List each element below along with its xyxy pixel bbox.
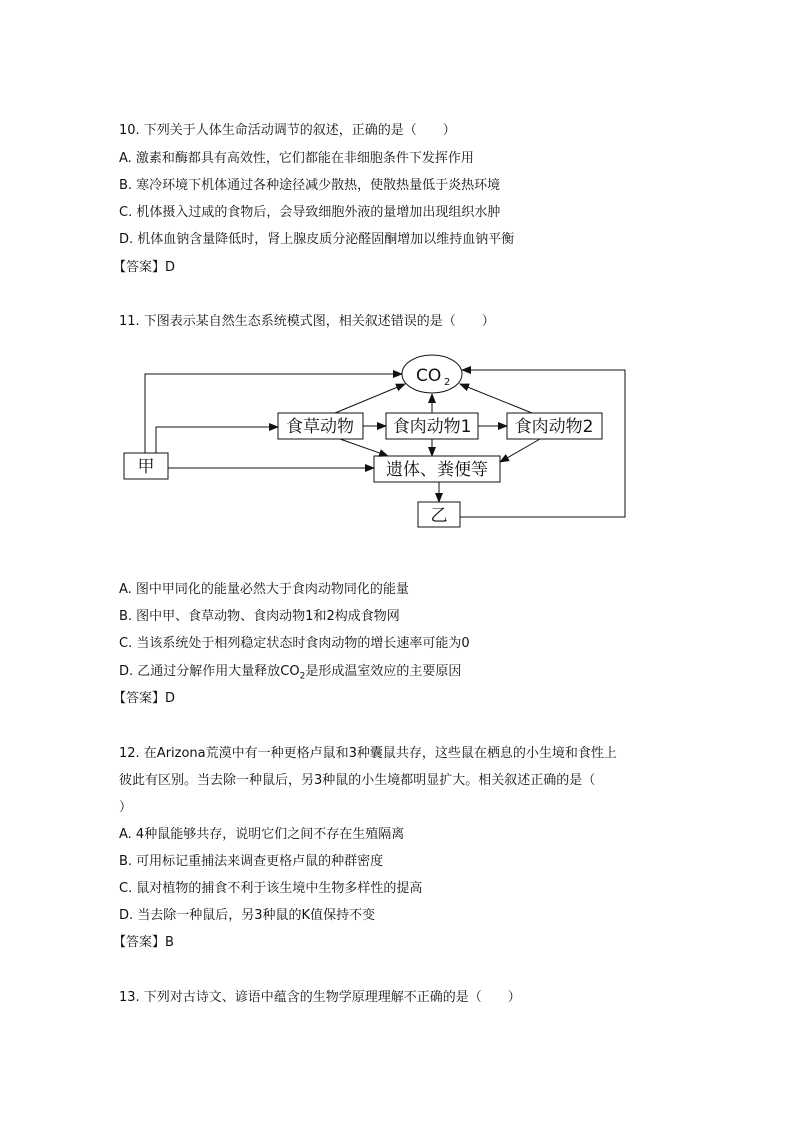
q12-option-b: B. 可用标记重捕法来调查更格卢鼠的种群密度: [119, 854, 384, 869]
q11-answer: 【答案】D: [113, 691, 176, 706]
arrow-carnivore2-co2: [460, 384, 532, 413]
q11-option-b: B. 图中甲、食草动物、食肉动物1和2构成食物网: [119, 609, 400, 624]
q12-option-a: A. 4种鼠能够共存，说明它们之间不存在生殖隔离: [119, 827, 405, 842]
co2-label-subscript: 2: [444, 377, 451, 388]
ecosystem-diagram: [137, 352, 630, 537]
q11-option-d: [119, 663, 461, 686]
q11-option-c: C. 当该系统处于相列稳定状态时食肉动物的增长速率可能为0: [119, 636, 470, 651]
arrow-jia-herbivore: [156, 427, 278, 453]
q11-option-d-text: D. 乙通过分解作用大量释放CO: [119, 664, 300, 679]
q12-answer: 【答案】B: [113, 935, 174, 950]
q12-stem-line2: 彼此有区别。当去除一种鼠后，另3种鼠的小生境都明显扩大。相关叙述正确的是（: [119, 773, 596, 788]
q11-stem: 11. 下图表示某自然生态系统模式图，相关叙述错误的是（ ）: [119, 314, 495, 329]
arrow-herbivore-co2: [335, 384, 405, 413]
q12-stem-line1: 12. 在Arizona荒漠中有一种更格卢鼠和3种囊鼠共存，这些鼠在栖息的小生境和食性上: [119, 746, 617, 761]
yi-label: 乙: [430, 506, 448, 526]
jia-label: 甲: [137, 457, 155, 477]
carnivore2-label: 食肉动物2: [514, 417, 594, 437]
q10-option-d: D. 机体血钠含量降低时，肾上腺皮质分泌醛固酮增加以维持血钠平衡: [119, 232, 515, 247]
q10-stem: 10. 下列关于人体生命活动调节的叙述，正确的是（ ）: [119, 123, 456, 138]
q11-option-a: A. 图中甲同化的能量必然大于食肉动物同化的能量: [119, 582, 409, 597]
arrow-carnivore2-remains: [500, 439, 540, 462]
q12-option-d: D. 当去除一种鼠后，另3种鼠的K值保持不变: [119, 908, 376, 923]
q10-option-c: C. 机体摄入过咸的食物后，会导致细胞外液的量增加出现组织水肿: [119, 205, 501, 220]
arrow-yi-co2: [460, 370, 625, 517]
q13-stem: 13. 下列对古诗文、谚语中蕴含的生物学原理理解不正确的是（ ）: [119, 990, 521, 1005]
q11-option-d-subscript: 2: [299, 671, 306, 682]
co2-label: CO: [416, 366, 442, 386]
q12-option-c: C. 鼠对植物的捕食不利于该生境中生物多样性的提高: [119, 881, 423, 896]
arrow-herbivore-remains: [340, 439, 388, 456]
q12-stem-line3: ）: [119, 800, 133, 815]
remains-label: 遗体、粪便等: [386, 460, 488, 480]
q11-option-d-text-tail: 是形成温室效应的主要原因: [305, 664, 462, 679]
q10-option-a: A. 激素和酶都具有高效性，它们都能在非细胞条件下发挥作用: [119, 151, 474, 166]
q10-option-b: B. 寒冷环境下机体通过各种途径减少散热，使散热量低于炎热环境: [119, 178, 501, 193]
carnivore1-label: 食肉动物1: [392, 417, 472, 437]
herbivore-label: 食草动物: [286, 417, 354, 437]
q10-answer: 【答案】D: [113, 260, 176, 275]
